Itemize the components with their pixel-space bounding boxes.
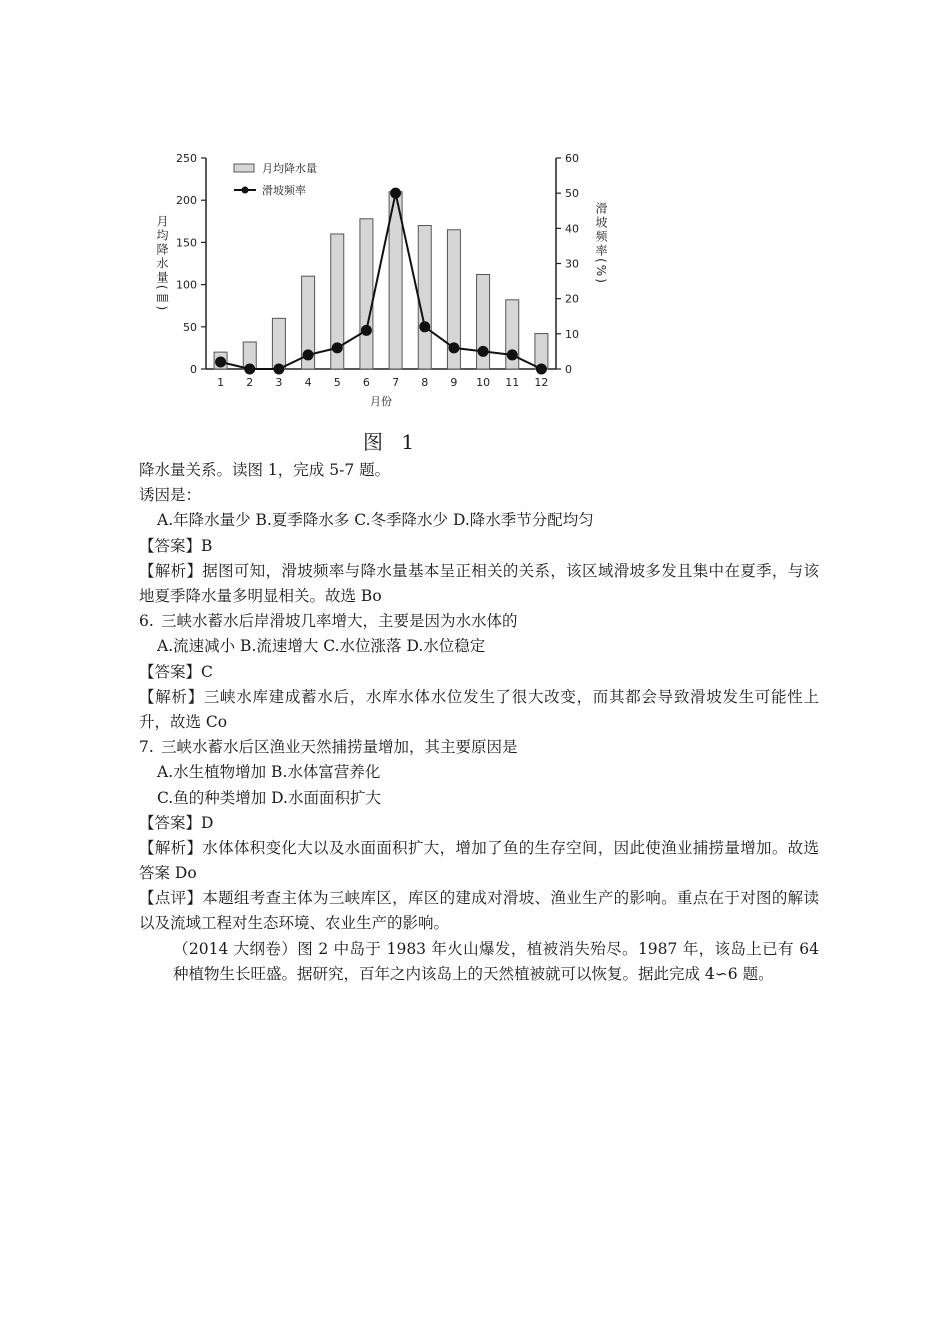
landslide-point [332,342,343,353]
options-line: A.年降水量少 B.夏季降水多 C.冬季降水少 D.降水季节分配均匀 [157,511,594,530]
y2-tick-label: 40 [565,222,579,236]
y-tick-label: 250 [176,152,197,165]
landslide-point [273,364,284,375]
y-tick-label: 100 [176,278,197,292]
landslide-point [244,364,255,375]
answer-line: 【答案】B [139,536,213,555]
bar [418,226,431,369]
y2-tick-label: 0 [565,363,572,376]
x-tick-label: 11 [505,376,520,389]
question-number: 6. [139,612,154,631]
x-axis-title: 月份 [370,395,392,408]
y2-tick-label: 50 [565,187,579,201]
x-tick-label: 4 [304,376,312,389]
question-7 [139,735,819,760]
landslide-point [361,325,372,336]
x-tick-label: 6 [362,376,370,389]
x-tick-label: 9 [450,376,458,389]
legend-bar-swatch [234,164,254,172]
landslide-point [419,321,430,332]
landslide-point [390,188,401,199]
question-text [139,458,819,987]
y-tick-label: 50 [183,320,197,334]
legend-line-marker [242,187,249,194]
x-tick-label: 2 [246,376,254,389]
y-tick-label: 0 [190,363,197,376]
question-stem: 三峡水蓄水后区渔业天然捕捞量增加，其主要原因是 [161,738,518,757]
landslide-point [507,349,518,360]
y2-tick-label: 60 [565,152,579,165]
y-axis-title: 月均降水量(㎜) [155,214,169,313]
question-stem: 三峡水蓄水后岸滑坡几率增大，主要是因为水水体的 [161,612,518,631]
y2-tick-label: 20 [565,292,579,306]
options-line: A.水生植物增加 B.水体富营养化 [157,763,381,782]
x-tick-label: 10 [476,376,491,389]
x-tick-label: 3 [275,376,283,389]
bar [272,318,285,369]
answer-line: 【答案】C [139,662,213,681]
x-tick-label: 8 [421,376,429,389]
landslide-point [215,356,226,367]
text-line: 诱因是： [139,486,202,505]
bar [360,219,373,369]
x-tick-label: 5 [333,376,341,389]
x-tick-label: 12 [534,376,549,389]
legend-bar-label: 月均降水量 [262,162,317,175]
y2-tick-label: 30 [565,257,579,271]
analysis-line: 【解析】三峡水库建成蓄水后，水库水体水位发生了很大改变，而其都会导致滑坡发生可能性上升，故选 Co [139,687,819,731]
legend-line-label: 滑坡频率 [262,184,306,197]
landslide-point [448,342,459,353]
figure-caption: 图 1 [363,430,421,454]
y-tick-label: 200 [176,194,197,208]
x-tick-label: 1 [217,376,225,389]
figure-chart [148,140,618,430]
answer-line: 【答案】D [139,813,214,832]
next-intro-line: （2014 大纲卷）图 2 中岛于 1983 年火山爆发，植被消失殆尽。1987 年，该岛上已有 64 种植物生长旺盛。据研究，百年之内该岛上的天然植被就可以恢复。据此完成 4∽6 题。 [173,939,819,983]
y2-axis-title: 滑坡频率(%) [594,202,608,285]
analysis-line: 【解析】据图可知，滑坡频率与降水量基本呈正相关的关系，该区域滑坡多发且集中在夏季，与该地夏季降水量多明显相关。故选 Bo [139,561,819,605]
comment-line: 【点评】本题组考查主体为三峡库区，库区的建成对滑坡、渔业生产的影响。重点在于对图的解读以及流域工程对生态环境、农业生产的影响。 [139,889,819,933]
landslide-point [536,364,547,375]
landslide-point [303,349,314,360]
question-6 [139,609,819,634]
rainfall-landslide-chart [148,140,618,430]
text-line: 降水量关系。读图 1，完成 5-7 题。 [139,461,391,479]
x-tick-label: 7 [392,376,400,389]
options-line: A.流速减小 B.流速增大 C.水位涨落 D.水位稳定 [157,637,486,656]
options-line: C.鱼的种类增加 D.水面面积扩大 [157,788,381,807]
landslide-point [478,346,489,357]
question-number: 7. [139,738,154,757]
y-tick-label: 150 [176,236,197,250]
y2-tick-label: 10 [565,327,579,341]
landslide-line [221,193,542,369]
analysis-line: 【解析】水体体积变化大以及水面面积扩大，增加了鱼的生存空间，因此使渔业捕捞量增加。故选答案 Do [139,838,819,883]
